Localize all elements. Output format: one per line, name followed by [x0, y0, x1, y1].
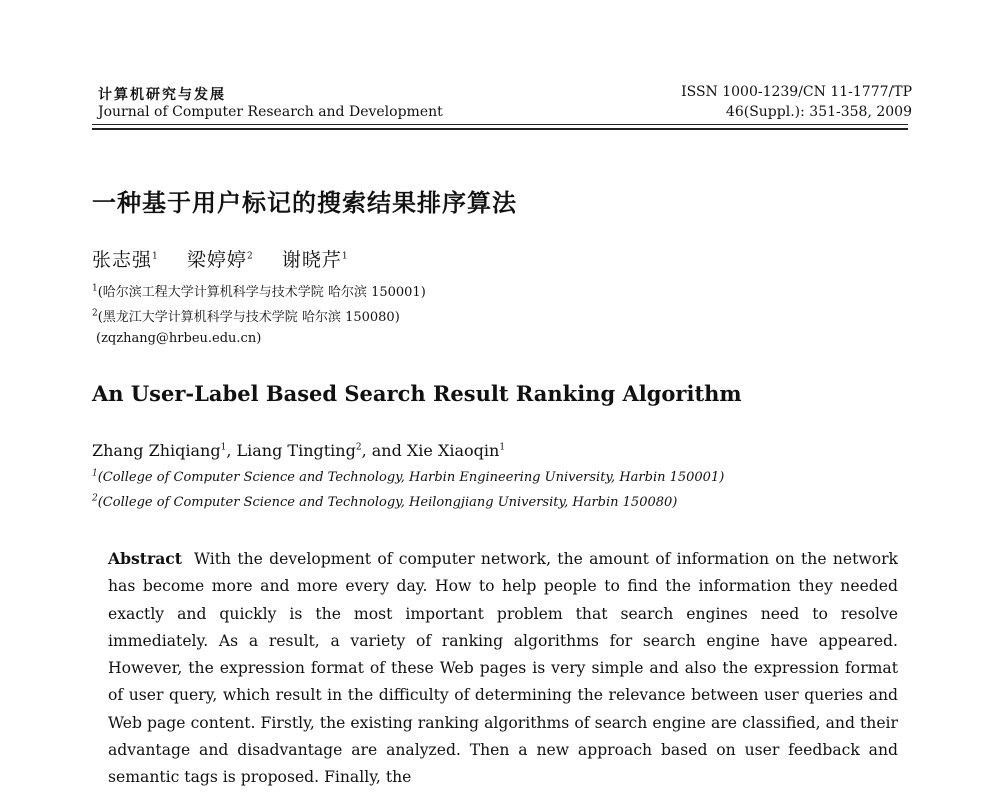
affiliation-superscript: 1	[92, 468, 98, 479]
affiliation-superscript: 1	[92, 283, 98, 294]
author-name-en: Xie Xiaoqin	[406, 441, 500, 460]
journal-name-cn: 计算机研究与发展	[98, 87, 226, 103]
abstract-paragraph	[108, 545, 898, 792]
author-superscript: 2	[355, 442, 362, 453]
journal-name-en: Journal of Computer Research and Development	[98, 104, 443, 120]
author-superscript: 1	[220, 442, 227, 453]
affiliation-cn	[92, 306, 400, 325]
author-list-en	[92, 441, 505, 460]
author-superscript: 1	[341, 251, 349, 262]
header-rule-top	[92, 124, 908, 125]
author-separator: ,	[226, 441, 237, 460]
affiliation-text: (哈尔滨工程大学计算机科学与技术学院 哈尔滨 150001)	[97, 285, 426, 300]
header-rule-bottom	[92, 128, 908, 130]
author-name-cn: 梁婷婷	[186, 249, 247, 271]
journal-volume-pages: 46(Suppl.): 351-358, 2009	[725, 104, 912, 120]
affiliation-text: (College of Computer Science and Technology, Heilongjiang University, Harbin 150080)	[97, 495, 678, 510]
paper-title-cn: 一种基于用户标记的搜索结果排序算法	[92, 189, 517, 217]
author-separator: , and	[361, 441, 407, 460]
author-name-cn: 谢晓芹	[281, 249, 342, 271]
affiliation-cn	[92, 281, 426, 300]
affiliation-text: (College of Computer Science and Technology, Harbin Engineering University, Harbin 150001)	[97, 470, 725, 485]
author-superscript: 1	[152, 251, 159, 262]
author-name-cn: 张志强	[92, 249, 153, 271]
abstract-label: Abstract	[108, 549, 183, 568]
author-name-en: Zhang Zhiqiang	[92, 441, 221, 460]
author-list-cn	[92, 245, 349, 272]
affiliation-text: (黑龙江大学计算机科学与技术学院 哈尔滨 150080)	[97, 310, 400, 325]
paper-title-en: An User-Label Based Search Result Ranking Algorithm	[92, 381, 742, 406]
affiliation-superscript: 2	[92, 493, 98, 504]
author-name-en: Liang Tingting	[236, 441, 356, 460]
abstract-text: With the development of computer network, the amount of information on the network has become more and more every day. How to help people to find the information they needed exactly and quickly is the most important problem that search engines need to resolve immediately. As a result, a variety of ranking algorithms for search engine have appeared. However, the expression format of these Web pages is very simple and also the expression format of user query, which result in the difficulty of determining the relevance between user queries and Web page content. Firstly, the existing ranking algorithms of search engine are classified, and their advantage and disadvantage are analyzed. Then a new approach based on user feedback and semantic tags is proposed. Finally, the	[108, 550, 898, 787]
journal-issn: ISSN 1000-1239/CN 11-1777/TP	[681, 84, 912, 100]
author-email: (zqzhang@hrbeu.edu.cn)	[96, 331, 262, 346]
affiliation-en	[92, 470, 724, 485]
affiliation-superscript: 2	[92, 308, 98, 319]
affiliation-en	[92, 495, 677, 510]
author-superscript: 1	[499, 442, 506, 453]
author-superscript: 2	[246, 251, 254, 262]
